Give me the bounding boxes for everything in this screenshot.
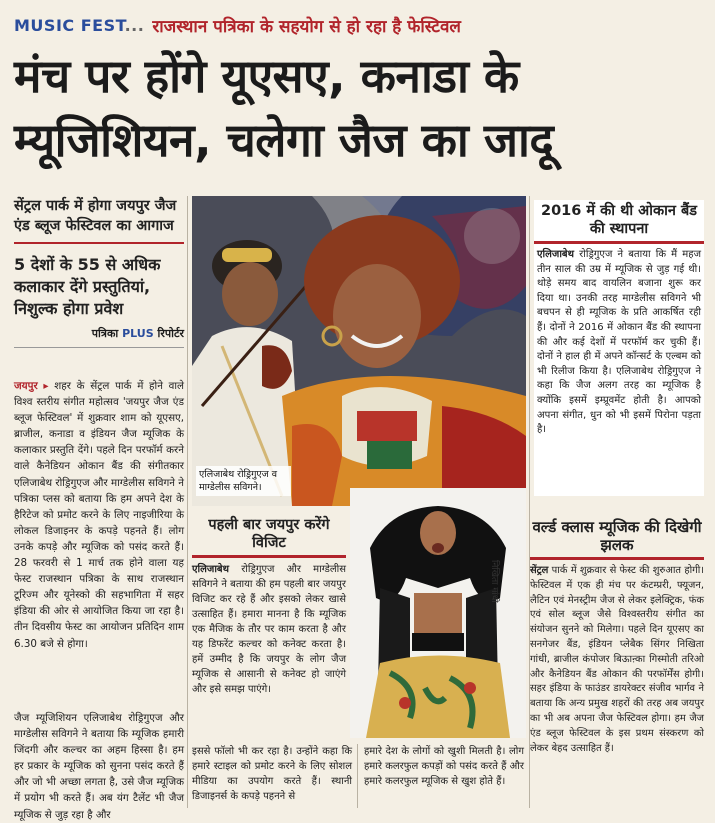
kicker-bar [14,8,704,42]
bottom-column-2: हमारे देश के लोगों को खुशी मिलती है। लोग हमारे कलरफुल कपड़ों को पसंद करते हैं और हमारे कलरफुल म्यूजिक से खुश होते हैं। [364,746,524,787]
world-class-body [530,560,704,756]
first-visit-header [192,514,346,558]
world-class-text: पार्क में शुक्रवार से फेस्ट की शुरुआत होगी। फेस्टिवल में एक ही मंच पर कंटम्प्ररी, फ्यूजन, लैटिन एवं मेनस्ट्रीम जैज से लेकर इलेक्ट्रिक, फंक एवं सोल ब्लूज जैसे विश्वस्तरीय संगीत का संयोजन सुनने को मिलेगा। पहले दिन यूएसए का सनगेजर बैंड, इंडियन प्लेबैक सिंगर निखिता गांधी, ब्राजील कंपोजर बिऊाऩ्का गिस्मोती तरिओ और कैनेडियन बैंड ओकान की परफॉर्मेंस होगी। सहर इंडिया के फाउंडर डायरेक्टर संजीव भार्गव ने बताया कि अन्य प्रमुख शहरों की तरह अब जयपुर का भी अब अपना जैज फेस्टिवल होगा। हम जैज एंड ब्लूज फेस्टिवल के इस प्रथम संस्करण को लेकर बेहद उत्साहित हैं। [530,565,704,754]
singer-image [350,488,526,738]
divider [14,242,184,244]
bottom-column-1: इससे फॉलो भी कर रहा है। उन्होंने कहा कि हमारे स्टाइल को प्रमोट करने के लिए सोशल मीडिया का उपयोग करते हैं। स्थानी डिजाइनर्स के कपड़े पहनने से [192,746,352,802]
first-visit-body [192,558,346,697]
first-visit-text: रोड्रिगुएज और माग्डेलीस सविगने ने बताया की हम पहली बार जयपुर विजिट कर रहे हैं और इसको लेकर खासे उत्साहित हैं। हमारा मानना है कि म्यूजिक एक मैजिक के तौर पर काम करता है और यह डिफरेंट कल्चर को कनेक्ट करता है। हमें उम्मीद है कि जयपुर के लोग जैज म्यूजिक से आसानी से कनेक्ट हो जाएंगे और इसे समझ पाएंगे। [192,564,346,695]
byline [14,326,184,341]
left-body-text-2: जैज म्यूजिशियन एलिजाबेथ रोड्रिगुएज और माग्डेलीस सविगने ने बताया कि म्यूजिक हमारी जिंदगी और कल्चर का अहम हिस्सा है। हम हर प्रकार के म्यूजिक को सुनना पसंद करते हैं और जो भी अच्छा लगता है, उसे जैज म्यूजिक में प्रयोग भी करते हैं। अब यंग टैलेंट भी जैज म्यूजिक से जुड़ रहा है और [14,712,184,821]
byline-plus: PLUS [122,327,154,340]
divider [14,347,184,348]
first-visit-title: पहली बार जयपुर करेंगे विजिट [208,517,330,551]
singer-photo [350,488,526,738]
okan-lead: एलिजाबेथ [537,249,575,260]
kicker-text: राजस्थान पत्रिका के सहयोग से हो रहा है फेस्टिवल [152,16,461,37]
world-class-lead: सेंट्रल [530,565,549,576]
left-column [14,196,184,348]
column-rule [357,744,358,808]
world-class-header [530,516,704,560]
left-body-2 [14,710,184,823]
okan-text: रोड्रिगुएज ने बताया कि मैं महज तीन साल की उम्र में म्यूजिक से जुड़ गई थी। थोड़े समय बाद वायलिन बजाना शुरू कर दिया था। उनकी तरह माग्डेलीस सविगने भी बचपन से ही म्यूजिक के प्रति आकर्षित रही हैं। दोनों ने 2016 में ओकान बैंड की स्थापना की और कई देशों में परफॉर्म कर चुकी हैं। दोनों ने हाल ही में अपने कॉन्सर्ट के एल्बम को भी रिलीज किया है। एलिजाबेथ रोड्रिगुएज ने कहा कि जैज अलग तरह का म्यूजिक है क्योंकि इसमें इम्प्रूवमेंट होती है। आपको अपना संगीत, धुन को भी इसमें पिरोना पड़ता है। [537,249,701,436]
okan-box-body [534,244,704,438]
byline-rest: रिपोर्टर [157,327,184,340]
world-class-box [530,516,704,806]
first-visit-box [192,514,346,744]
okan-box-title: 2016 में की थी ओकान बैंड की स्थापना [541,203,697,237]
brand-dots: ... [124,15,145,35]
photo-caption: एलिजाबेथ रोड्रिगुएज व माग्डेलीस सविगने। [196,466,291,496]
main-photo [192,196,526,506]
dateline: जयपुर [14,380,38,392]
column-rule [187,196,188,808]
section-brand [14,16,144,35]
subheading-1: सेंट्रल पार्क में होगा जयपुर जैज एंड ब्लूज फेस्टिवल का आगाज [14,198,177,234]
headline-line-1: मंच पर होंगे यूएसए, कनाडा के [14,49,519,103]
left-body: जयपुर ▸ शहर के सेंट्रल पार्क में होने वाले विश्व स्तरीय संगीत महोत्सव 'जयपुर जैज एंड ब्लूज फेस्टिवल' में शुक्रवार शाम को यूएसए, ब्राजील, कनाडा व इंडियन जैज म्यूजिक के कलाकार प्रस्तुति देंगे। पहले दिन परफॉर्म करने वाले कैनेडियन ओकान बैंड की संगीतकार एलिजाबेथ रोड्रिगुएज और माग्डेलीस सविगने ने पत्रिका प्लस को बताया कि हम अपने देश के हैरिटेज को प्रमोट करने के लिए नाइजीरिया के लोकल डिजाइनर के कपड़े पहनते हैं। लोग उनके कपड़े और म्यूजिक को पसंद करते हैं। 28 फरवरी से 1 मार्च तक होने वाला यह फेस्ट राजस्थान पत्रिका के साथ राजस्थान टूरिज्म और यूनेस्को की सहभागिता में सहर इंडिया की ओर से आयोजित किया जा रहा है। तीन दिवसीय फेस्ट का आयोजन प्रतिदिन शाम 6.30 बजे से होगा। [14,380,184,650]
headline-line-2: म्यूजिशियन, चलेगा जैज का जादू [14,113,554,167]
world-class-title: वर्ल्ड क्लास म्यूजिक की दिखेगी झलक [532,518,702,554]
okan-box [534,200,704,496]
byline-paper: पत्रिका [91,327,119,340]
subheading-2: 5 देशों के 55 से अधिक कलाकार देंगे प्रस्तुतियां, निशुल्क होगा प्रवेश [14,255,161,318]
first-visit-lead: एलिजाबेथ [192,564,230,575]
singer-caption: निखिता गांधी [489,560,499,603]
column-rule [529,196,530,808]
headline [14,44,704,172]
brand-main: MUSIC FEST [14,15,125,35]
okan-box-header [534,200,704,244]
left-body-text: शहर के सेंट्रल पार्क में होने वाले विश्व स्तरीय संगीत महोत्सव 'जयपुर जैज एंड ब्लूज फेस्टिवल' में शुक्रवार शाम को यूएसए, ब्राजील, कनाडा व इंडियन जैज म्यूजिक के कलाकार प्रस्तुति देंगे। पहले दिन परफॉर्म करने वाले कैनेडियन ओकान बैंड की संगीतकार एलिजाबेथ रोड्रिगुएज और माग्डेलीस सविगने ने पत्रिका प्लस को बताया कि हम अपने देश के हैरिटेज को प्रमोट करने के लिए नाइजीरिया के लोकल डिजाइनर के कपड़े पहनते हैं। लोग उनके कपड़े और म्यूजिक को पसंद करते हैं। 28 फरवरी से 1 मार्च तक होने वाला यह फेस्ट राजस्थान पत्रिका के साथ राजस्थान टूरिज्म और यूनेस्को की सहभागिता में सहर इंडिया की ओर से आयोजित किया जा रहा है। तीन दिवसीय फेस्ट का आयोजन प्रतिदिन शाम 6.30 बजे से होगा। [14,380,184,650]
musicians-photo [192,196,526,506]
